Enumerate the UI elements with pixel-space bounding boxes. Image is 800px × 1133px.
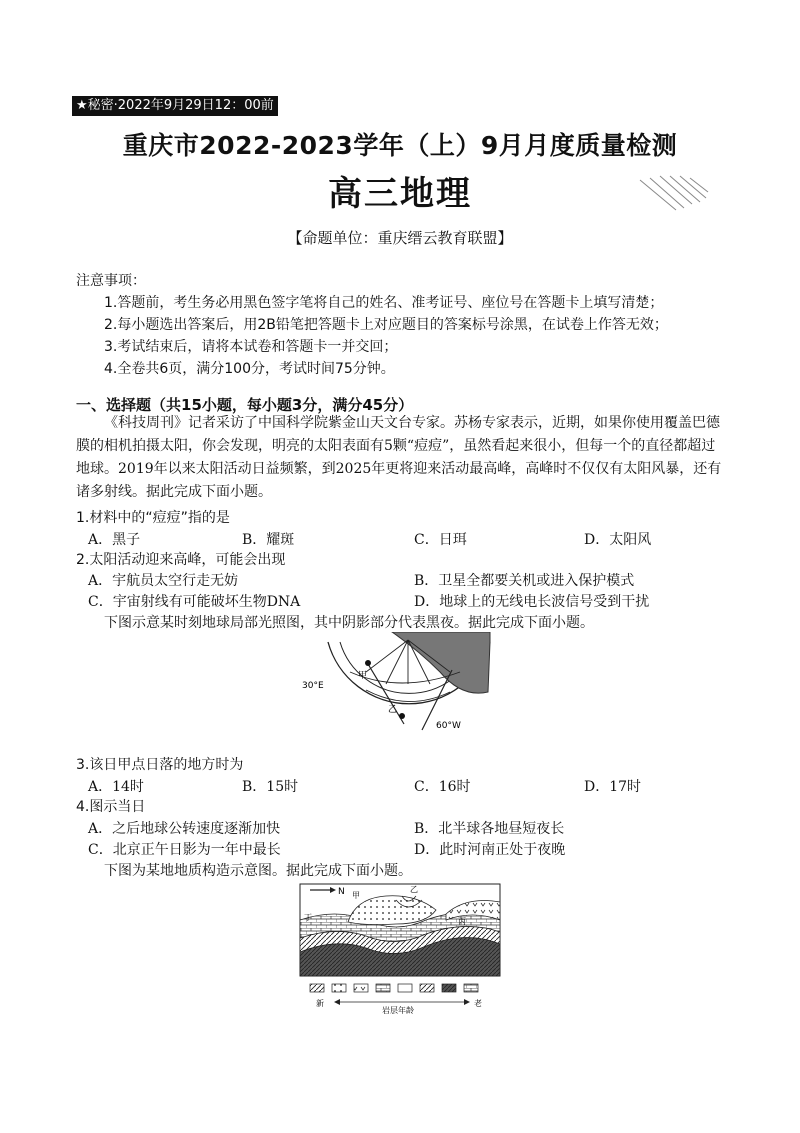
lead-figure-1: 下图示意某时刻地球局部光照图，其中阴影部分代表黑夜。据此完成下面小题。 — [104, 615, 594, 631]
legend-age: 岩层年龄 — [382, 1006, 414, 1015]
q3-option-c[interactable]: C．16时 — [414, 779, 471, 795]
question-1-stem: 1.材料中的“痘痘”指的是 — [76, 510, 230, 526]
q1-option-d[interactable]: D．太阳风 — [584, 532, 652, 548]
q2-option-d[interactable]: D．地球上的无线电长波信号受到干扰 — [414, 594, 650, 610]
passage-1: 《科技周刊》记者采访了中国科学院紫金山天文台专家。苏杨专家表示，近期，如果你使用覆盖巴德膜的相机拍摄太阳，你会发现，明亮的太阳表面有5颗“痘痘”，虽然看起来很小，但每一个的直径都超过地球。2019年以来太阳活动日益频繁，到2025年更将迎来活动最高峰，高峰时不仅仅有太阳风暴，还有诸多射线。据此完成下面小题。 — [76, 415, 722, 500]
q4-option-d[interactable]: D．此时河南正处于夜晚 — [414, 842, 566, 858]
notes-heading: 注意事项： — [76, 273, 146, 289]
question-3-stem: 3.该日甲点日落的地方时为 — [76, 757, 244, 773]
geo-label-yi: 乙 — [410, 885, 418, 894]
q2-option-a[interactable]: A．宇航员太空行走无妨 — [88, 573, 239, 589]
decorative-hatch-icon — [636, 172, 710, 214]
q2-option-c[interactable]: C．宇宙射线有可能破坏生物DNA — [88, 594, 301, 610]
q3-option-a[interactable]: A．14时 — [88, 779, 144, 795]
geo-label-bing: 丙 — [458, 917, 466, 926]
point-yi-marker — [399, 713, 405, 719]
q4-option-c[interactable]: C．北京正午日影为一年中最长 — [88, 842, 281, 858]
lead-figure-2: 下图为某地地质构造示意图。据此完成下面小题。 — [104, 863, 412, 879]
q2-option-b[interactable]: B．卫星全都要关机或进入保护模式 — [414, 573, 635, 589]
exam-subject: 高三地理 — [328, 174, 472, 214]
q1-option-a[interactable]: A．黑子 — [88, 532, 141, 548]
q4-option-a[interactable]: A．之后地球公转速度逐渐加快 — [88, 821, 281, 837]
note-item: 3.考试结束后，请将本试卷和答题卡一并交回； — [104, 339, 398, 355]
label-jia: 甲 — [358, 671, 368, 681]
q4-option-b[interactable]: B．北半球各地昼短夜长 — [414, 821, 565, 837]
q3-option-b[interactable]: B．15时 — [242, 779, 299, 795]
geo-label-jia: 甲 — [352, 891, 360, 900]
north-label: N — [338, 887, 345, 897]
note-item: 1.答题前，考生务必用黑色签字笔将自己的姓名、准考证号、座位号在答题卡上填写清楚； — [104, 295, 664, 311]
exam-unit: 【命题单位：重庆缙云教育联盟】 — [287, 229, 513, 247]
geology-diagram — [296, 880, 504, 1016]
label-30e: 30°E — [302, 681, 324, 691]
note-item: 4.全卷共6页，满分100分，考试时间75分钟。 — [104, 361, 395, 377]
q3-option-d[interactable]: D．17时 — [584, 779, 642, 795]
legend-old: 老 — [474, 999, 482, 1008]
geo-label-ding: 丁 — [304, 913, 312, 922]
legend — [310, 984, 482, 1015]
q1-option-b[interactable]: B．耀斑 — [242, 532, 295, 548]
label-60w: 60°W — [436, 721, 461, 731]
q1-option-c[interactable]: C．日珥 — [414, 532, 467, 548]
illumination-diagram — [300, 632, 500, 744]
question-2-stem: 2.太阳活动迎来高峰，可能会出现 — [76, 552, 286, 568]
note-item: 2.每小题选出答案后，用2B铅笔把答题卡上对应题目的答案标号涂黑，在试卷上作答无效； — [104, 317, 668, 333]
point-jia-marker — [365, 660, 371, 666]
section-title: 一、选择题（共15小题，每小题3分，满分45分） — [76, 396, 414, 414]
exam-title: 重庆市2022-2023学年（上）9月月度质量检测 — [122, 131, 678, 160]
confidential-banner: ★秘密·2022年9月29日12：00前 — [72, 96, 278, 116]
legend-new: 新 — [316, 999, 324, 1008]
label-yi: 乙 — [388, 705, 398, 715]
question-4-stem: 4.图示当日 — [76, 799, 146, 815]
